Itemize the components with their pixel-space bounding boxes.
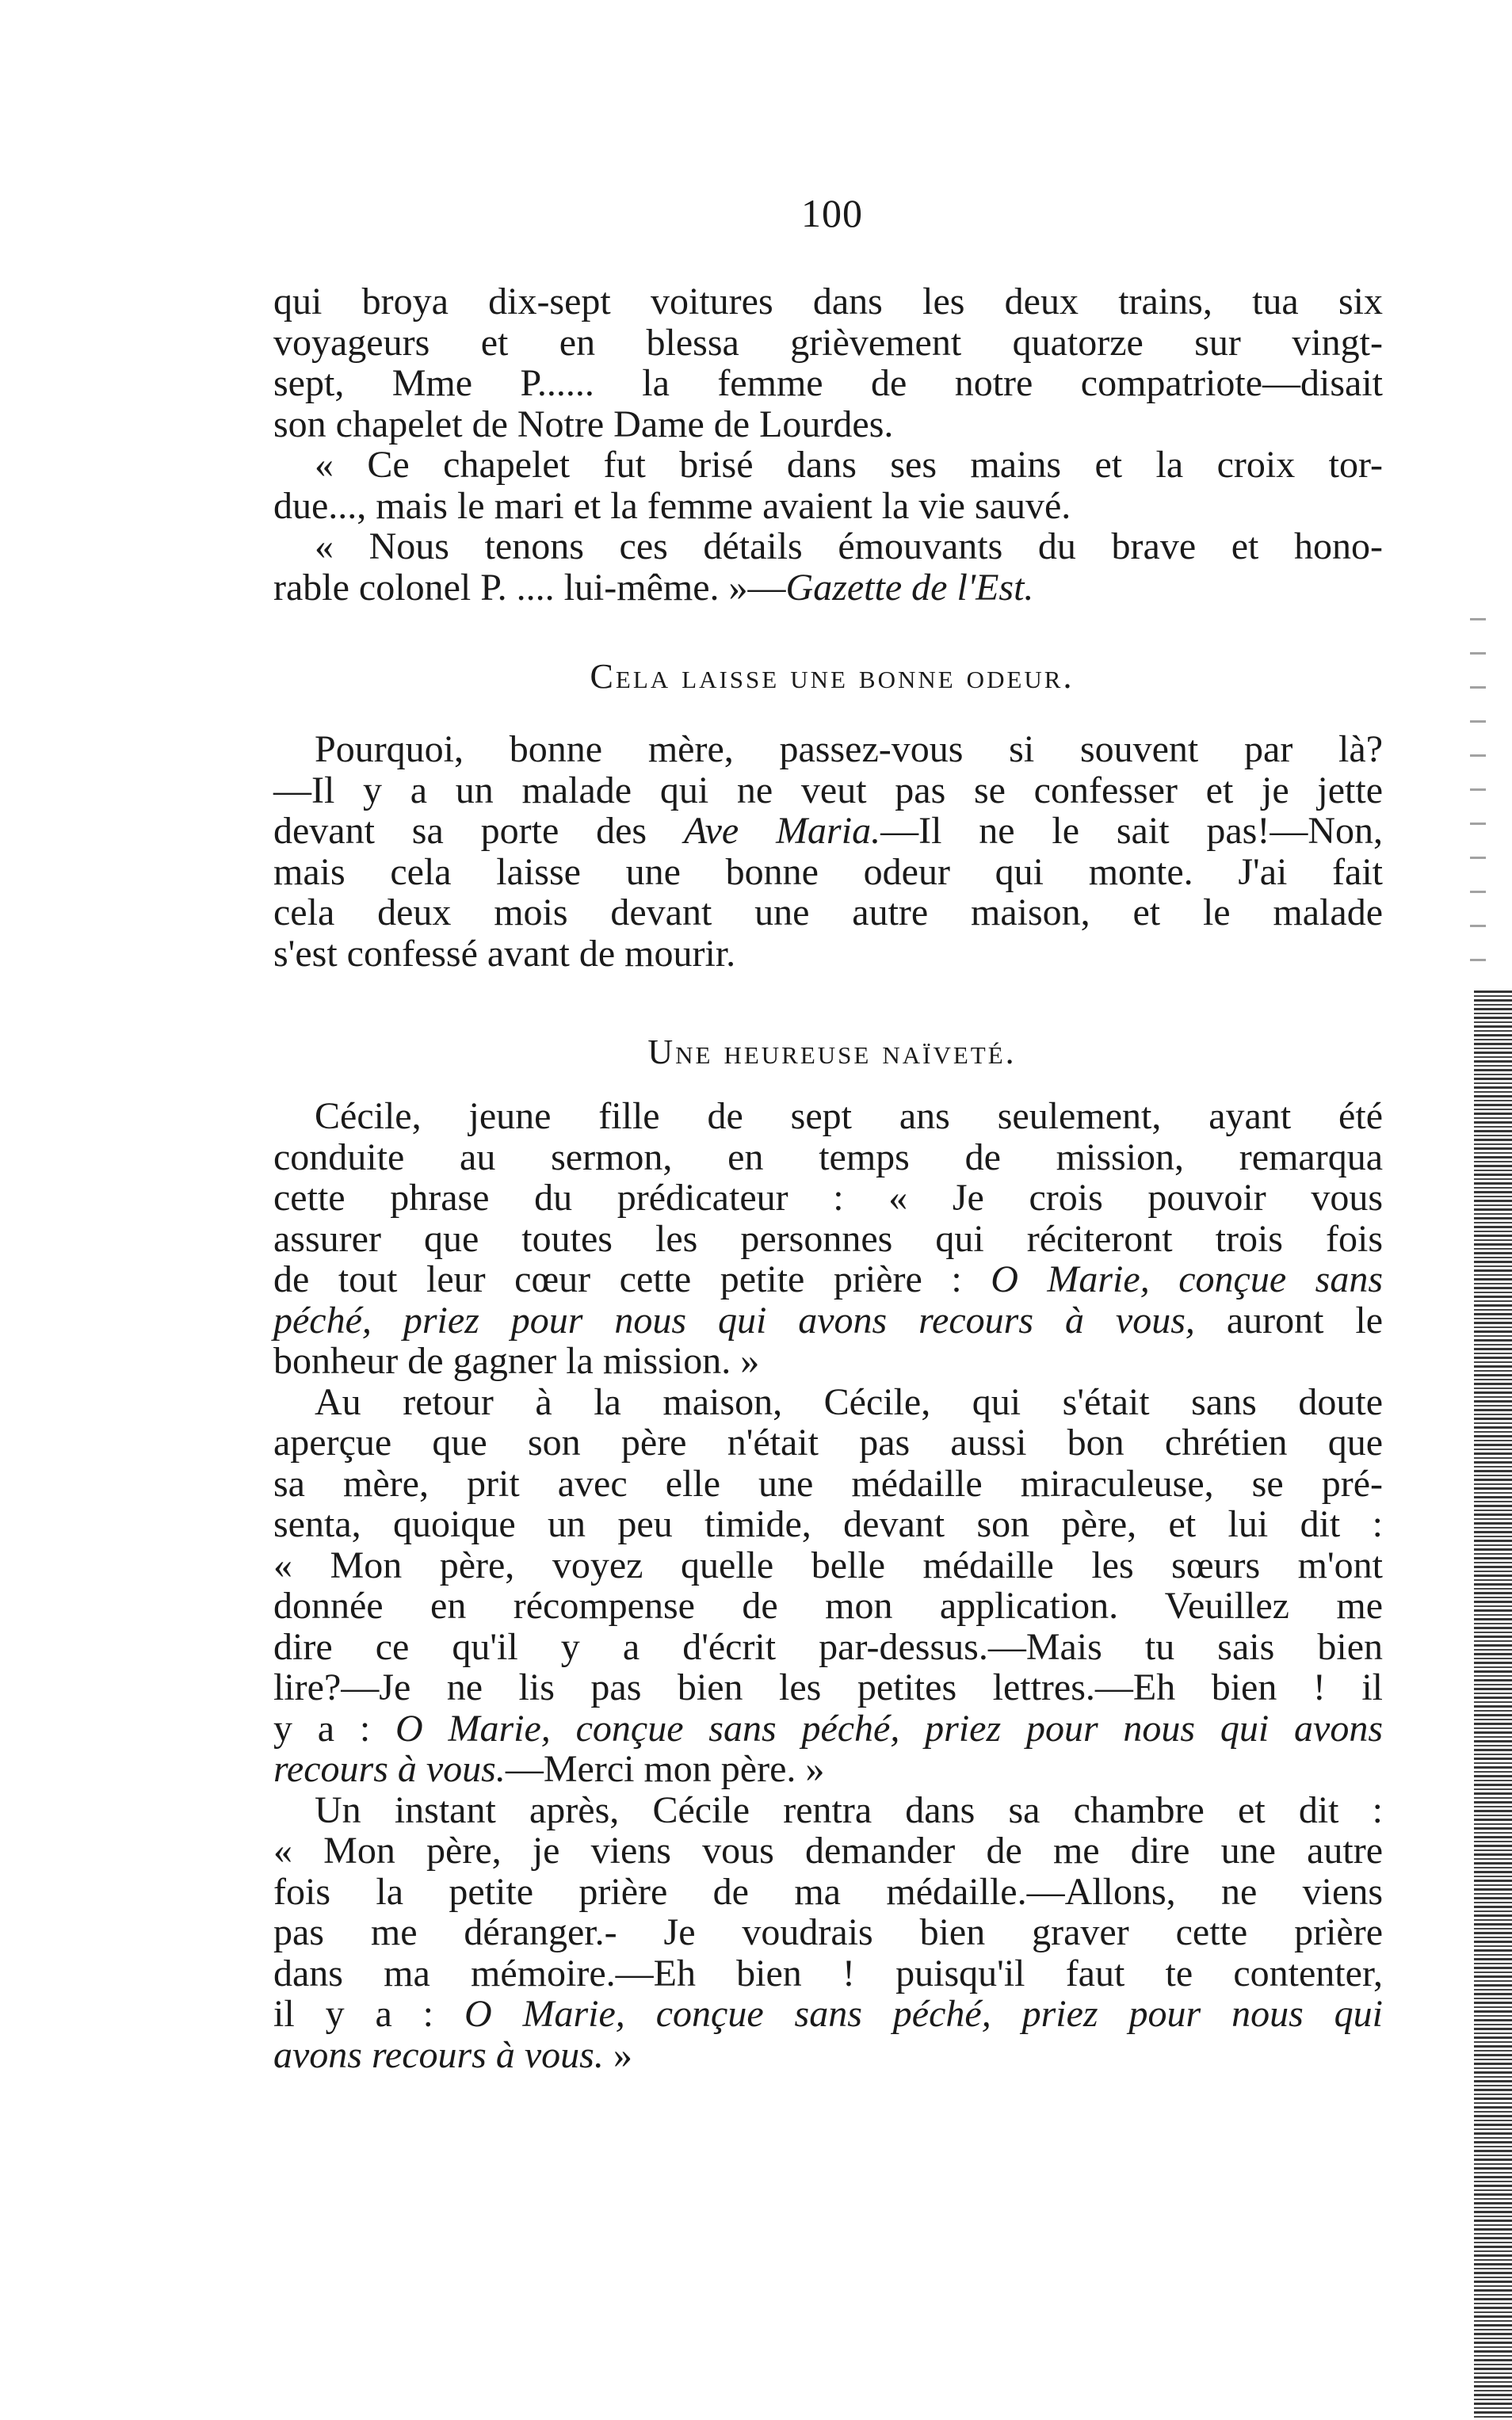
text-line: « Nous tenons ces détails émouvants du brave et hono- xyxy=(315,525,1383,567)
text-line xyxy=(273,1708,1383,1750)
text-line: aperçue que son père n'était pas aussi bon chrétien que xyxy=(273,1422,1383,1464)
text-fragment: » xyxy=(613,2033,632,2076)
text-line: Cécile, jeune fille de sept ans seulement, ayant été xyxy=(315,1095,1383,1137)
text-line xyxy=(273,1300,1383,1342)
scan-edge-marks xyxy=(1470,586,1486,983)
text-line: Pourquoi, bonne mère, passez-vous si souvent par là? xyxy=(315,728,1383,770)
text-line xyxy=(273,1994,1383,2035)
text-line: conduite au sermon, en temps de mission, remarqua xyxy=(273,1136,1383,1178)
text-line: mais cela laisse une bonne odeur qui monte. J'ai fait xyxy=(273,850,1383,893)
text-line xyxy=(273,1259,1383,1300)
text-line: assurer que toutes les personnes qui réciteront trois fois xyxy=(273,1217,1383,1260)
text-line: —Il y a un malade qui ne veut pas se confesser et je jette xyxy=(273,769,1383,811)
source-citation: Gazette de l'Est. xyxy=(785,566,1034,609)
text-fragment: y a : xyxy=(273,1707,371,1750)
italic-phrase: recours à vous. xyxy=(273,1748,506,1790)
text-line: lire?—Je ne lis pas bien les petites lettres.—Eh bien ! il xyxy=(273,1666,1383,1708)
intro-paragraph xyxy=(273,281,1383,608)
text-fragment: de tout leur cœur cette petite prière : xyxy=(273,1258,962,1300)
section-body xyxy=(273,729,1383,974)
text-line: fois la petite prière de ma médaille.—Allons, ne viens xyxy=(273,1870,1383,1913)
text-line: son chapelet de Notre Dame de Lourdes. xyxy=(273,403,894,445)
text-line: Un instant après, Cécile rentra dans sa chambre et dit : xyxy=(315,1788,1383,1831)
text-line: « Ce chapelet fut brisé dans ses mains et la croix tor- xyxy=(315,444,1383,486)
text-line: « Mon père, je viens vous demander de me dire une autre xyxy=(273,1830,1383,1872)
section-body xyxy=(273,1096,1383,2075)
italic-phrase: péché, priez pour nous qui avons recours à vous, xyxy=(273,1299,1195,1342)
text-fragment: rable colonel P. .... lui-même. »— xyxy=(273,566,786,609)
italic-phrase: O Marie, conçue sans péché, priez pour nous qui avons xyxy=(395,1707,1384,1750)
text-line: s'est confessé avant de mourir. xyxy=(273,932,736,975)
text-fragment: —Il ne le sait pas!—Non, xyxy=(880,810,1384,852)
text-line: pas me déranger.- Je voudrais bien graver cette prière xyxy=(273,1911,1383,1953)
text-line: dire ce qu'il y a d'écrit par-dessus.—Mais tu sais bien xyxy=(273,1625,1383,1668)
text-fragment: auront le xyxy=(1226,1299,1384,1342)
text-line: cela deux mois devant une autre maison, et le malade xyxy=(273,891,1383,933)
text-line xyxy=(273,567,1383,609)
italic-phrase: Ave Maria. xyxy=(683,810,881,852)
italic-phrase: O Marie, conçue sans xyxy=(991,1258,1384,1300)
text-fragment: —Merci mon père. » xyxy=(505,1748,825,1790)
italic-phrase: O Marie, conçue sans péché, priez pour nous qui xyxy=(464,1993,1384,2035)
text-line xyxy=(273,2035,1383,2076)
page-number: 100 xyxy=(801,191,863,235)
text-line: sept, Mme P...... la femme de notre compatriote—disait xyxy=(273,362,1383,404)
text-line: donnée en récompense de mon application. Veuillez me xyxy=(273,1585,1383,1627)
italic-phrase: avons recours à vous. xyxy=(273,2033,604,2076)
scan-binding-edge xyxy=(1474,991,1512,2420)
text-line: senta, quoique un peu timide, devant son père, et lui dit : xyxy=(273,1503,1383,1545)
text-line: « Mon père, voyez quelle belle médaille les sœurs m'ont xyxy=(273,1544,1383,1586)
text-line: Au retour à la maison, Cécile, qui s'était sans doute xyxy=(315,1380,1383,1423)
text-line: bonheur de gagner la mission. » xyxy=(273,1340,760,1382)
text-line: sa mère, prit avec elle une médaille miraculeuse, se pré- xyxy=(273,1462,1383,1505)
text-line: dans ma mémoire.—Eh bien ! puisqu'il faut te contenter, xyxy=(273,1952,1383,1994)
text-line: due..., mais le mari et la femme avaient la vie sauvé. xyxy=(273,484,1071,527)
text-line xyxy=(273,811,1383,852)
text-fragment: devant sa porte des xyxy=(273,810,647,852)
section-heading: Une heureuse naïveté. xyxy=(647,1033,1017,1071)
section-heading: Cela laisse une bonne odeur. xyxy=(590,657,1075,696)
text-line: voyageurs et en blessa grièvement quatorze sur vingt- xyxy=(273,321,1383,364)
text-line xyxy=(273,1749,1383,1790)
text-fragment: il y a : xyxy=(273,1993,434,2035)
text-line: qui broya dix-sept voitures dans les deux trains, tua six xyxy=(273,281,1383,323)
text-line: cette phrase du prédicateur : « Je crois pouvoir vous xyxy=(273,1177,1383,1219)
